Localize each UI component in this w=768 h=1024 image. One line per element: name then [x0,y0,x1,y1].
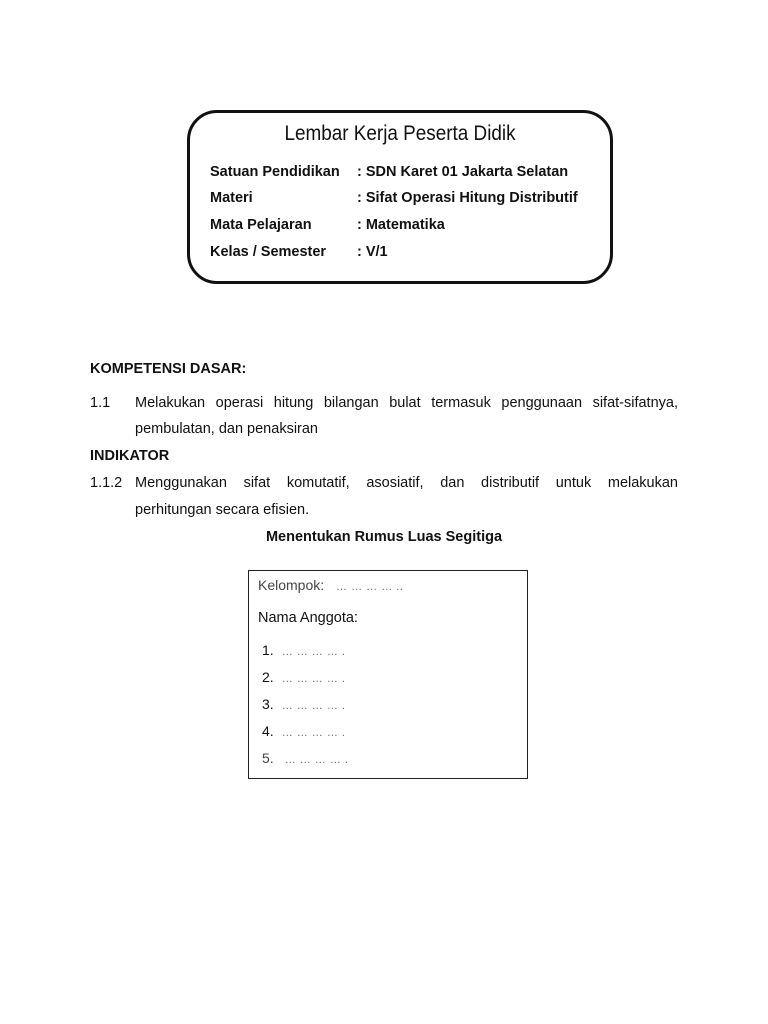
kelompok-label: Kelompok: [258,577,325,593]
section-subtitle: Menentukan Rumus Luas Segitiga [265,529,503,545]
indikator-heading: INDIKATOR [90,448,170,464]
indikator-number: 1.1.2 [90,475,123,491]
member-value: … … … … . [281,646,346,658]
field-label: Mata Pelajaran [210,217,312,233]
kompetensi-line2: pembulatan, dan penaksiran [135,421,318,437]
field-value: : V/1 [357,244,388,260]
member-number: 3. [262,696,274,712]
member-value: … … … … . [284,754,349,766]
member-number: 1. [262,642,274,658]
indikator-line2: perhitungan secara efisien. [135,502,310,518]
kompetensi-number: 1.1 [90,395,111,411]
indikator-line1: Menggunakan sifat komutatif, asosiatif, dan distributif untuk melakukan [135,475,678,491]
field-value: : Sifat Operasi Hitung Distributif [357,190,578,206]
member-item [262,669,345,685]
member-number: 5. [262,750,274,766]
field-value: : Matematika [357,217,445,233]
member-item [262,642,345,658]
field-label: Materi [210,190,253,206]
page-title: Lembar Kerja Peserta Didik [284,122,516,145]
anggota-label: Nama Anggota: [258,610,358,626]
field-label: Satuan Pendidikan [210,164,340,180]
member-number: 4. [262,723,274,739]
member-item [262,750,348,766]
member-number: 2. [262,669,274,685]
kelompok-value: … … … … .. [336,581,404,593]
member-value: … … … … . [281,727,346,739]
member-value: … … … … . [281,700,346,712]
member-value: … … … … . [281,673,346,685]
member-item [262,723,345,739]
kelompok-field [258,577,403,593]
field-value: : SDN Karet 01 Jakarta Selatan [357,164,569,180]
kompetensi-line1: Melakukan operasi hitung bilangan bulat termasuk penggunaan sifat-sifatnya, [135,395,678,411]
field-label: Kelas / Semester [210,244,327,260]
member-item [262,696,345,712]
kompetensi-heading: KOMPETENSI DASAR: [90,361,247,377]
